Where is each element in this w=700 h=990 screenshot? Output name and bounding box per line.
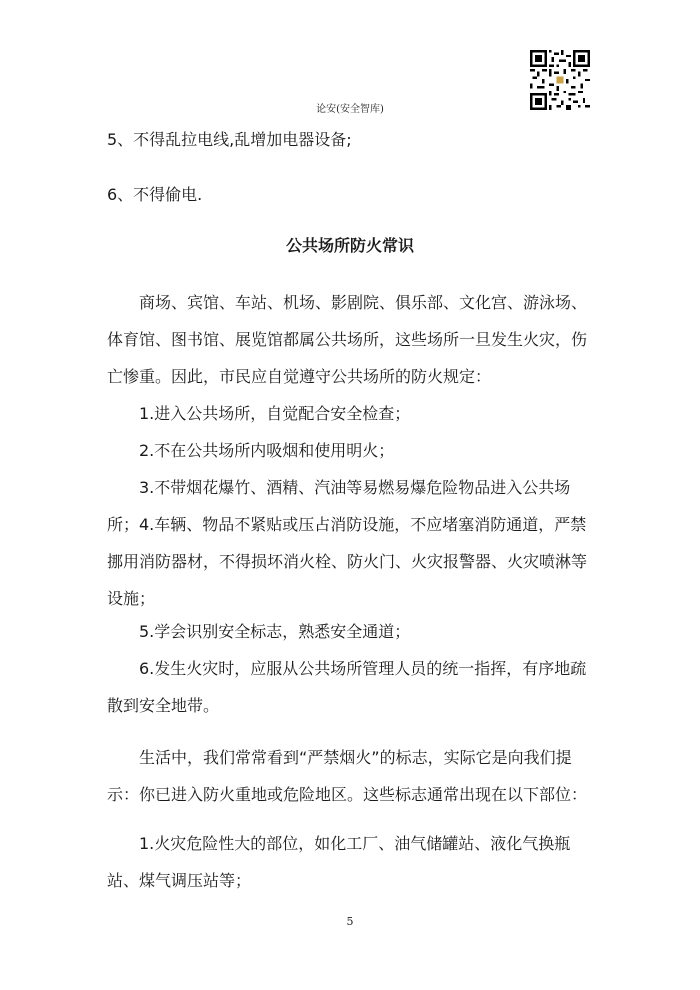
rule-item: 5.学会识别安全标志，熟悉安全通道；: [139, 622, 411, 641]
sign-intro-paragraph: 生活中，我们常常看到“严禁烟火”的标志，实际它是向我们提示：你已进入防火重地或危险地区。这些标志通常出现在以下部位：: [107, 748, 588, 804]
intro-paragraph: 商场、宾馆、车站、机场、影剧院、俱乐部、文化宫、游泳场、体育馆、图书馆、展览馆都属公共场所，这些场所一旦发生火灾，伤亡惨重。因此，市民应自觉遵守公共场所的防火规定：: [107, 293, 588, 386]
rule-item: 6.发生火灾时，应服从公共场所管理人员的统一指挥，有序地疏散到安全地带。: [107, 659, 587, 715]
rule-item: 1.进入公共场所，自觉配合安全检查；: [139, 404, 411, 423]
page-number: 5: [346, 915, 354, 928]
sign-item: 1.火灾危险性大的部位，如化工厂、油气储罐站、液化气换瓶站、煤气调压站等；: [107, 834, 571, 890]
list-item: 5、不得乱拉电线,乱增加电器设备;: [107, 130, 352, 149]
header-caption: 论安(安全智库): [316, 104, 384, 115]
rule-item: 2.不在公共场所内吸烟和使用明火；: [139, 441, 395, 460]
list-item: 6、不得偷电.: [107, 185, 203, 204]
rule-item: 4.车辆、物品不紧贴或压占消防设施，不应堵塞消防通道，严禁挪用消防器材，不得损坏消火栓、防火门、火灾报警器、火灾喷淋等设施；: [107, 515, 588, 608]
rule-item: 3.不带烟花爆竹、酒精、汽油等易燃易爆危险物品进入公共场所；: [107, 478, 571, 534]
section-title: 公共场所防火常识: [285, 236, 414, 255]
